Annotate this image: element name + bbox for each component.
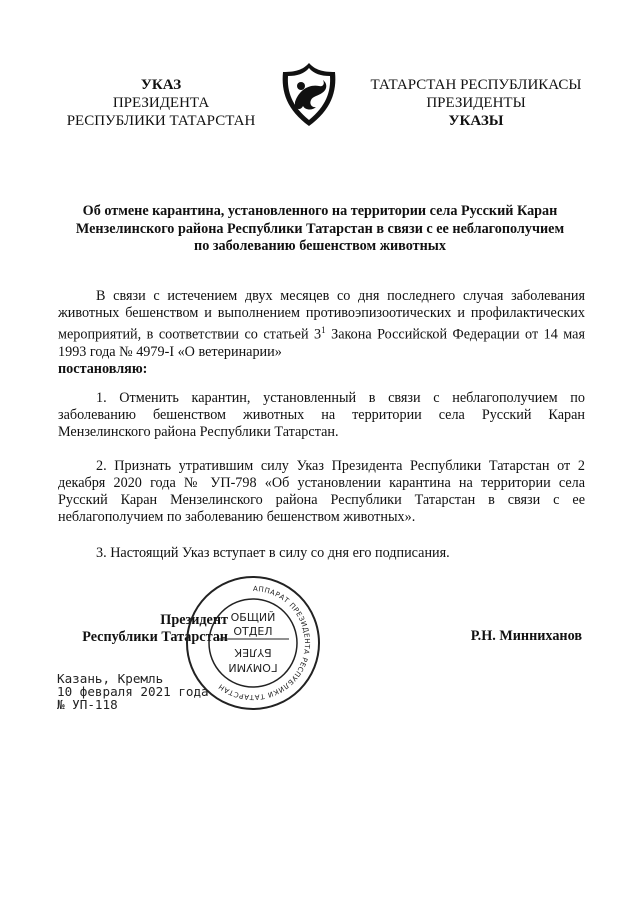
preamble-paragraph [58,288,585,378]
date-text: 10 февраля 2021 года [57,684,209,699]
document-title: Об отмене карантина, установленного на территории села Русский Каран Мензелинского района Республики Татарстан в связи с ее неблагополучием по заболеванию бешенством животных [75,203,565,254]
stamp-line4: ГОМУМИ [228,661,278,674]
place-date-number [57,672,209,711]
header-right-line2: ПРЕЗИДЕНТЫ [426,95,526,111]
header-left-line1: УКАЗ [140,77,182,93]
decree-word: постановляю: [58,360,148,377]
signature-position-line1: Президент [160,612,228,628]
header-left-line3: РЕСПУБЛИКИ ТАТАРСТАН [66,113,256,129]
item-2: 2. Признать утратившим силу Указ Президента Республики Татарстан от 2 декабря 2020 года № УП-798 «Об установлении карантина на территории села Русский Каран Мензелинского района Республики Татарстан в связи с ее неблагополучием по заболеванию бешенством животных». [58,458,585,525]
tatarstan-emblem-icon [279,62,339,128]
item-3: 3. Настоящий Указ вступает в силу со дня его подписания. [96,545,450,561]
signatory-name: Р.Н. Минниханов [470,628,582,644]
header-right-line1: ТАТАРСТАН РЕСПУБЛИКАСЫ [370,77,582,93]
signature-position-line2: Республики Татарстан [82,629,228,645]
header-right-line3: УКАЗЫ [448,113,504,129]
header-right [360,76,592,130]
header-left [58,76,264,130]
preamble-text-end: Закона Российской Федерации от 14 мая 1993 года № 4979-I «О ветеринарии» [58,326,585,360]
item-1: 1. Отменить карантин, установленный в связи с неблагополучием по заболеванию бешенством животных на территории села Русский Каран Мензелинского района Республики Татарстан. [58,390,585,440]
preamble-text: В связи с истечением двух месяцев со дня последнего случая заболевания животных бешенством и выполнением противоэпизоотических и профилактических мероприятий, в соответствии со статьей 3 [58,288,585,343]
place-text: Казань, Кремль [57,671,164,686]
stamp-line2: ОТДЕЛ [233,625,273,638]
preamble-superscript: 1 [321,325,326,335]
stamp-ring-text: АППАРАТ ПРЕЗИДЕНТА РЕСПУБЛИКИ ТАТАРСТАН [216,584,312,702]
stamp-line3: БҮЛЕК [234,646,272,659]
header-left-line2: ПРЕЗИДЕНТА [112,95,210,111]
decree-number: № УП-118 [57,697,118,712]
stamp-line1: ОБЩИЙ [230,611,276,624]
